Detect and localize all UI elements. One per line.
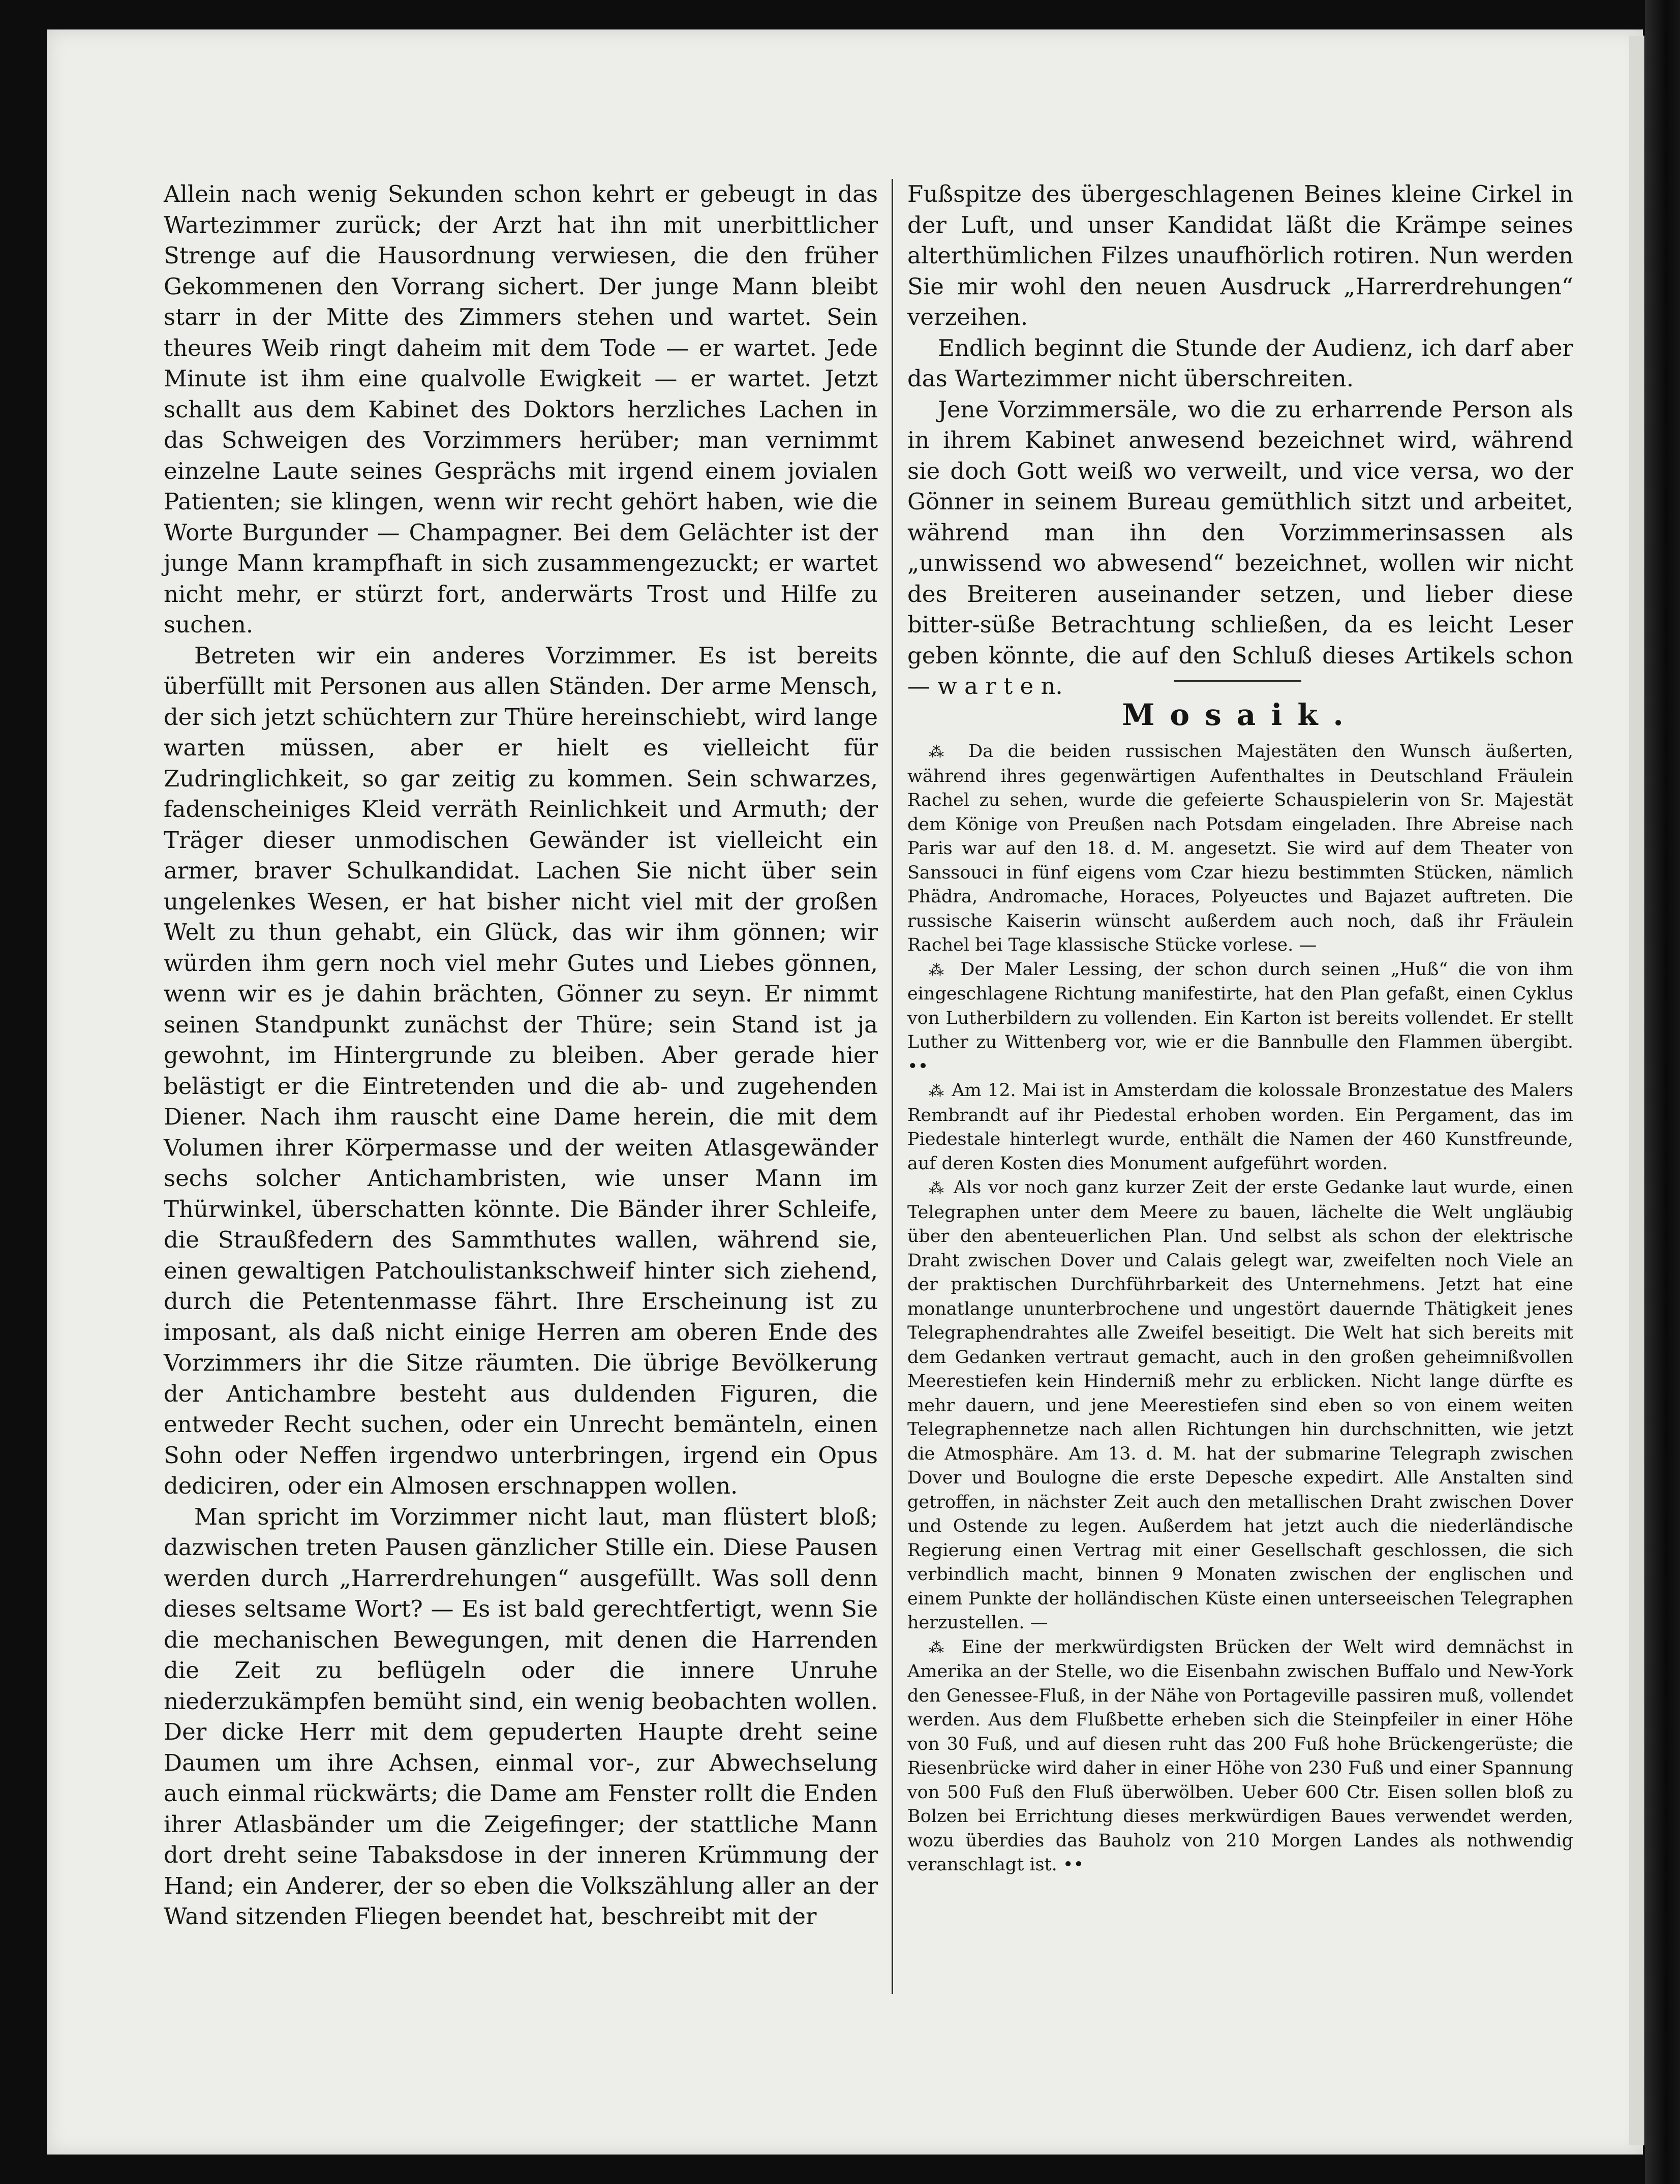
paragraph: Jene Vorzimmersäle, wo die zu erharrende Person als in ihrem Kabinet anwesend bezeichnet wird, während sie doch Gott weiß wo verweilt, und vice versa, wo der Gönner in seinem Bureau gemüthlich sitzt und arbeitet, während man ihn den Vorzimmerinsassen als „unwissend wo abwesend“ bezeichnet, wollen wir nicht des Breiteren auseinander setzen, und lieber diese bitter-süße Betrachtung schließen, da es leicht Leser geben könnte, die auf den Schluß dieses Artikels schon — w a r t e n. (907, 396, 1573, 700)
page-edge (1629, 36, 1644, 2145)
right-column (907, 179, 1573, 702)
news-item: ⁂ Der Maler Lessing, der schon durch seinen „Huß“ die von ihm eingeschlagene Richtung manifestirte, hat den Plan gefaßt, einen Cyklus von Lutherbildern zu vollenden. Ein Karton ist bereits vollendet. Er stellt Luther zu Wittenberg vor, wie er die Bannbulle den Flammen übergibt. •• (907, 959, 1573, 1077)
news-item: ⁂ Da die beiden russischen Majestäten den Wunsch äußerten, während ihres gegenwärtigen Aufenthaltes in Deutschland Fräulein Rachel zu sehen, wurde die gefeierte Schauspielerin von Sr. Majestät dem Könige von Preußen nach Potsdam eingeladen. Ihre Abreise nach Paris war auf den 18. d. M. angesetzt. Sie wird auf dem Theater von Sanssouci in fünf eigens vom Czar hiezu bestimmten Stücken, nämlich Phädra, Andromache, Horaces, Polyeuctes und Bajazet auftreten. Die russische Kaiserin wünscht außerdem auch noch, daß ihr Fräulein Rachel bei Tage klassische Stücke vorlese. — (907, 741, 1573, 955)
news-item: ⁂ Am 12. Mai ist in Amsterdam die kolossale Bronzestatue des Malers Rembrandt auf ihr Piedestal erhoben worden. Ein Pergament, das im Piedestale hinterlegt wurde, enthält die Namen der 460 Kunstfreunde, auf deren Kosten dies Monument aufgeführt worden. (907, 1080, 1573, 1174)
column-divider (892, 179, 893, 1994)
asterism-icon: ⁂ (929, 1179, 946, 1197)
news-item: ⁂ Als vor noch ganz kurzer Zeit der erste Gedanke laut wurde, einen Telegraphen unter dem Meere zu bauen, lächelte die Welt ungläubig über den abenteuerlichen Plan. Und selbst als schon der elektrische Draht zwischen Dover und Calais gelegt war, zweifelten noch Viele an der praktischen Durchführbarkeit des Unternehmens. Jetzt hat eine monatlange ununterbrochene und ungestört dauernde Thätigkeit jenes Telegraphendrahtes alle Zweifel beseitigt. Die Welt hat sich bereits mit dem Gedanken vertraut gemacht, auch in den großen geheimnißvollen Meerestiefen kein Hinderniß mehr zu erblicken. Nicht lange dürfte es mehr dauern, und jene Meerestiefen sind eben so von einem weiten Telegraphennetze nach allen Richtungen hin durchschnitten, wie jetzt die Atmosphäre. Am 13. d. M. hat der submarine Telegraph zwischen Dover und Boulogne die erste Depesche expedirt. Alle Anstalten sind getroffen, in nächster Zeit auch den metallischen Draht zwischen Dover und Ostende zu legen. Außerdem hat jetzt auch die niederländische Regierung einen Vertrag mit einer Gesellschaft geschlossen, die sich verbindlich macht, binnen 9 Monaten zwischen der englischen und einem Punkte der holländischen Küste einen unterseeischen Telegraphen herzustellen. — (907, 1177, 1573, 1633)
section-divider (1174, 680, 1301, 682)
mosaik-section (907, 740, 1573, 1877)
asterism-icon: ⁂ (929, 1082, 946, 1100)
paragraph: Fußspitze des übergeschlagenen Beines kleine Cirkel in der Luft, und unser Kandidat läßt die Krämpe seines alterthümlichen Filzes unaufhörlich rotiren. Nun werden Sie mir wohl den neuen Ausdruck „Harrerdrehungen“ verzeihen. (907, 180, 1573, 330)
asterism-icon: ⁂ (929, 1639, 951, 1657)
paragraph: Betreten wir ein anderes Vorzimmer. Es ist bereits überfüllt mit Personen aus allen Ständen. Der arme Mensch, der sich jetzt schüchtern zur Thüre hereinschiebt, wird lange warten müssen, aber er hielt es vielleicht für Zudringlichkeit, so gar zeitig zu kommen. Sein schwarzes, fadenscheiniges Kleid verräth Reinlichkeit und Armuth; der Träger dieser unmodischen Gewänder ist vielleicht ein armer, braver Schulkandidat. Lachen Sie nicht über sein ungelenkes Wesen, er hat bisher nicht viel mit der großen Welt zu thun gehabt, ein Glück, das wir ihm gönnen; wir würden ihm gern noch viel mehr Gutes und Liebes gönnen, wenn wir es je dahin brächten, Gönner zu seyn. Er nimmt seinen Standpunkt zunächst der Thüre; sein Stand ist ja gewohnt, im Hintergrunde zu bleiben. Aber gerade hier belästigt er die Eintretenden und die ab- und zugehenden Diener. Nach ihm rauscht eine Dame herein, die mit dem Volumen ihrer Körpermasse und der weiten Atlasgewänder sechs solcher Antichambristen, wie unser Mann im Thürwinkel, überschatten könnte. Die Bänder ihrer Schleife, die Straußfedern des Sammthutes wallen, während sie, einen gewaltigen Patchoulistankschweif hinter sich ziehend, durch die Petentenmasse fährt. Ihre Erscheinung ist zu imposant, als daß nicht einige Herren am oberen Ende des Vorzimmers ihr die Sitze räumten. Die übrige Bevölkerung der Antichambre besteht aus duldenden Figuren, die entweder Recht suchen, oder ein Unrecht bemänteln, einen Sohn oder Neffen irgendwo unterbringen, irgend ein Opus dediciren, oder ein Almosen erschnappen wollen. (164, 642, 878, 1499)
asterism-icon: ⁂ (929, 743, 954, 761)
news-item: ⁂ Eine der merkwürdigsten Brücken der Welt wird demnächst in Amerika an der Stelle, wo die Eisenbahn zwischen Buffalo und New-York den Genessee-Fluß, in der Nähe von Portageville passiren muß, vollendet werden. Aus dem Flußbette erheben sich die Steinpfeiler in einer Höhe von 30 Fuß, und auf diesen ruht das 200 Fuß hohe Brückengerüste; die Riesenbrücke wird daher in einer Höhe von 230 Fuß und einer Spannung von 500 Fuß den Fluß überwölben. Ueber 600 Ctr. Eisen sollen bloß zu Bolzen bei Errichtung dieses merkwürdigen Baues verwendet werden, wozu überdies das Bauholz von 210 Morgen Landes als nothwendig veranschlagt ist. •• (907, 1636, 1573, 1875)
paragraph: Allein nach wenig Sekunden schon kehrt er gebeugt in das Wartezimmer zurück; der Arzt hat ihn mit unerbittlicher Strenge auf die Hausordnung verwiesen, die den früher Gekommenen den Vorrang sichert. Der junge Mann bleibt starr in der Mitte des Zimmers stehen und wartet. Sein theures Weib ringt daheim mit dem Tode — er wartet. Jede Minute ist ihm eine qualvolle Ewigkeit — er wartet. Jetzt schallt aus dem Kabinet des Doktors herzliches Lachen in das Schweigen des Vorzimmers herüber; man vernimmt einzelne Laute seines Gesprächs mit irgend einem jovialen Patienten; sie klingen, wenn wir recht gehört haben, wie die Worte Burgunder — Champagner. Bei dem Gelächter ist der junge Mann krampfhaft in sich zusammengezuckt; er wartet nicht mehr, er stürzt fort, anderwärts Trost und Hilfe zu suchen. (164, 180, 878, 638)
asterism-icon: ⁂ (929, 961, 950, 979)
paragraph: Man spricht im Vorzimmer nicht laut, man flüstert bloß; dazwischen treten Pausen gänzlicher Stille ein. Diese Pausen werden durch „Harrerdrehungen“ ausgefüllt. Was soll denn dieses seltsame Wort? — Es ist bald gerechtfertigt, wenn Sie die mechanischen Bewegungen, mit denen die Harrenden die Zeit zu beflügeln oder die innere Unruhe niederzukämpfen bemüht sind, ein wenig beobachten wollen. Der dicke Herr mit dem gepuderten Haupte dreht seine Daumen um ihre Achsen, einmal vor-, zur Abwechselung auch einmal rückwärts; die Dame am Fenster rollt die Enden ihrer Atlasbänder um die Zeigefinger; der stattliche Mann dort dreht seine Tabaksdose in der inneren Krümmung der Hand; ein Anderer, der so eben die Volkszählung aller an der Wand sitzenden Fliegen beendet hat, beschreibt mit der (164, 1503, 878, 1930)
book-spine (1645, 0, 1680, 2184)
section-title: Mosaik. (1122, 697, 1359, 732)
left-column (164, 179, 878, 1932)
paragraph: Endlich beginnt die Stunde der Audienz, ich darf aber das Wartezimmer nicht überschreiten. (907, 334, 1573, 392)
